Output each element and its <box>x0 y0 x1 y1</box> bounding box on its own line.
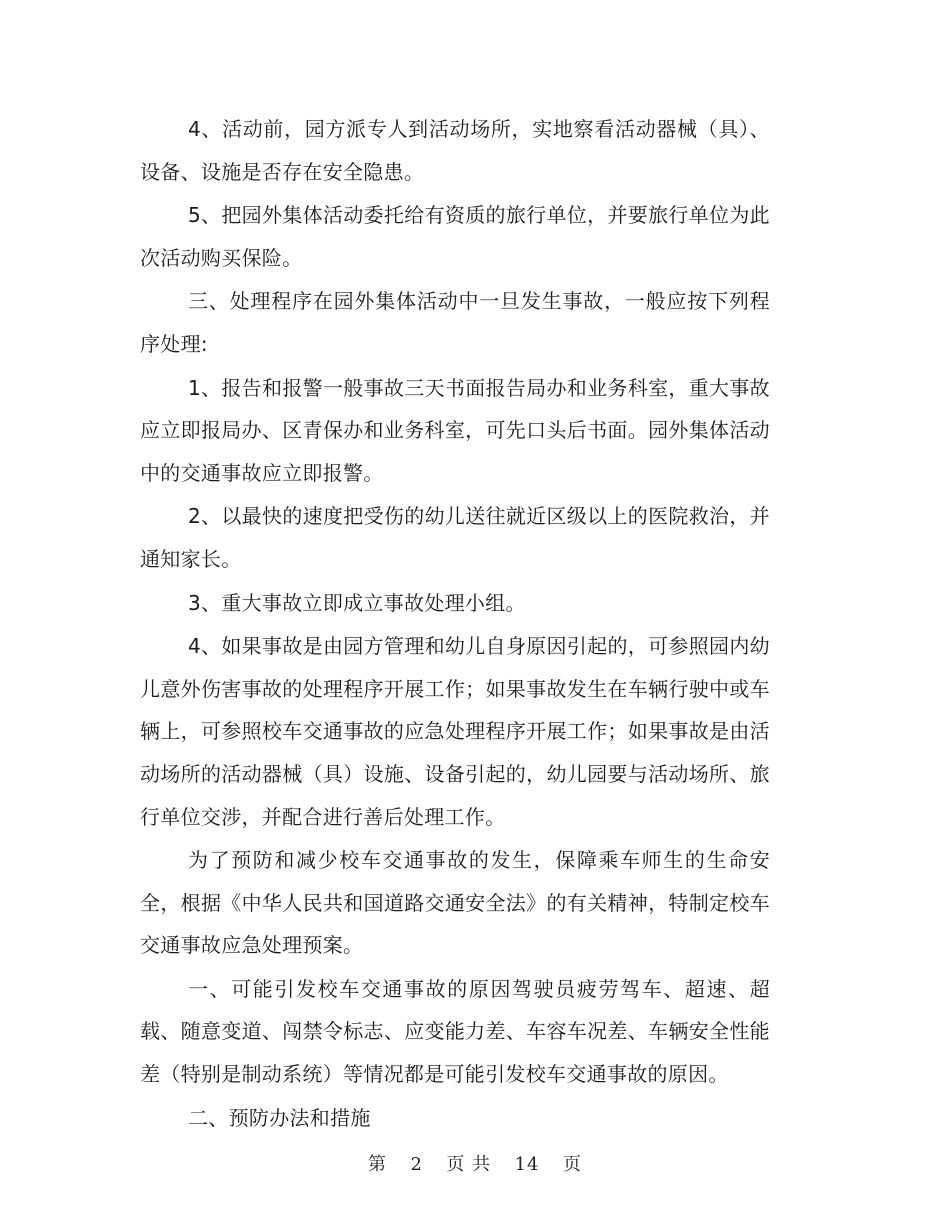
paragraph: 三、处理程序在园外集体活动中一旦发生事故，一般应按下列程序处理: <box>140 289 770 356</box>
document-body <box>140 108 770 1140</box>
paragraph: 4、活动前，园方派专人到活动场所，实地察看活动器械（具）、设备、设施是否存在安全隐患。 <box>140 117 770 184</box>
page-footer <box>0 1150 950 1176</box>
paragraph: 二、预防办法和措施 <box>188 1105 371 1130</box>
footer-prefix: 第 <box>368 1154 388 1175</box>
footer-middle: 页 共 <box>446 1154 492 1175</box>
footer-current-page: 2 <box>410 1154 423 1175</box>
paragraph: 2、以最快的速度把受伤的幼儿送往就近区级以上的医院救治，并通知家长。 <box>140 504 770 571</box>
paragraph: 3、重大事故立即成立事故处理小组。 <box>188 590 526 615</box>
footer-total-pages: 14 <box>514 1154 540 1175</box>
paragraph: 1、报告和报警一般事故三天书面报告局办和业务科室，重大事故应立即报局办、区青保办和业务科室，可先口头后书面。园外集体活动中的交通事故应立即报警。 <box>140 375 770 485</box>
paragraph: 5、把园外集体活动委托给有资质的旅行单位，并要旅行单位为此次活动购买保险。 <box>140 203 770 270</box>
paragraph: 一、可能引发校车交通事故的原因驾驶员疲劳驾车、超速、超载、随意变道、闯禁令标志、应变能力差、车容车况差、车辆安全性能差（特别是制动系统）等情况都是可能引发校车交通事故的原因。 <box>140 976 770 1087</box>
paragraph: 4、如果事故是由园方管理和幼儿自身原因引起的，可参照园内幼儿意外伤害事故的处理程序开展工作；如果事故发生在车辆行驶中或车辆上，可参照校车交通事故的应急处理程序开展工作；如果事故是由活动场所的活动器械（具）设施、设备引起的，幼儿园要与活动场所、旅行单位交涉，并配合进行善后处理工作。 <box>140 634 770 829</box>
paragraph: 为了预防和减少校车交通事故的发生，保障乘车师生的生命安全，根据《中华人民共和国道路交通安全法》的有关精神，特制定校车交通事故应急处理预案。 <box>140 848 770 958</box>
footer-suffix: 页 <box>562 1154 582 1175</box>
